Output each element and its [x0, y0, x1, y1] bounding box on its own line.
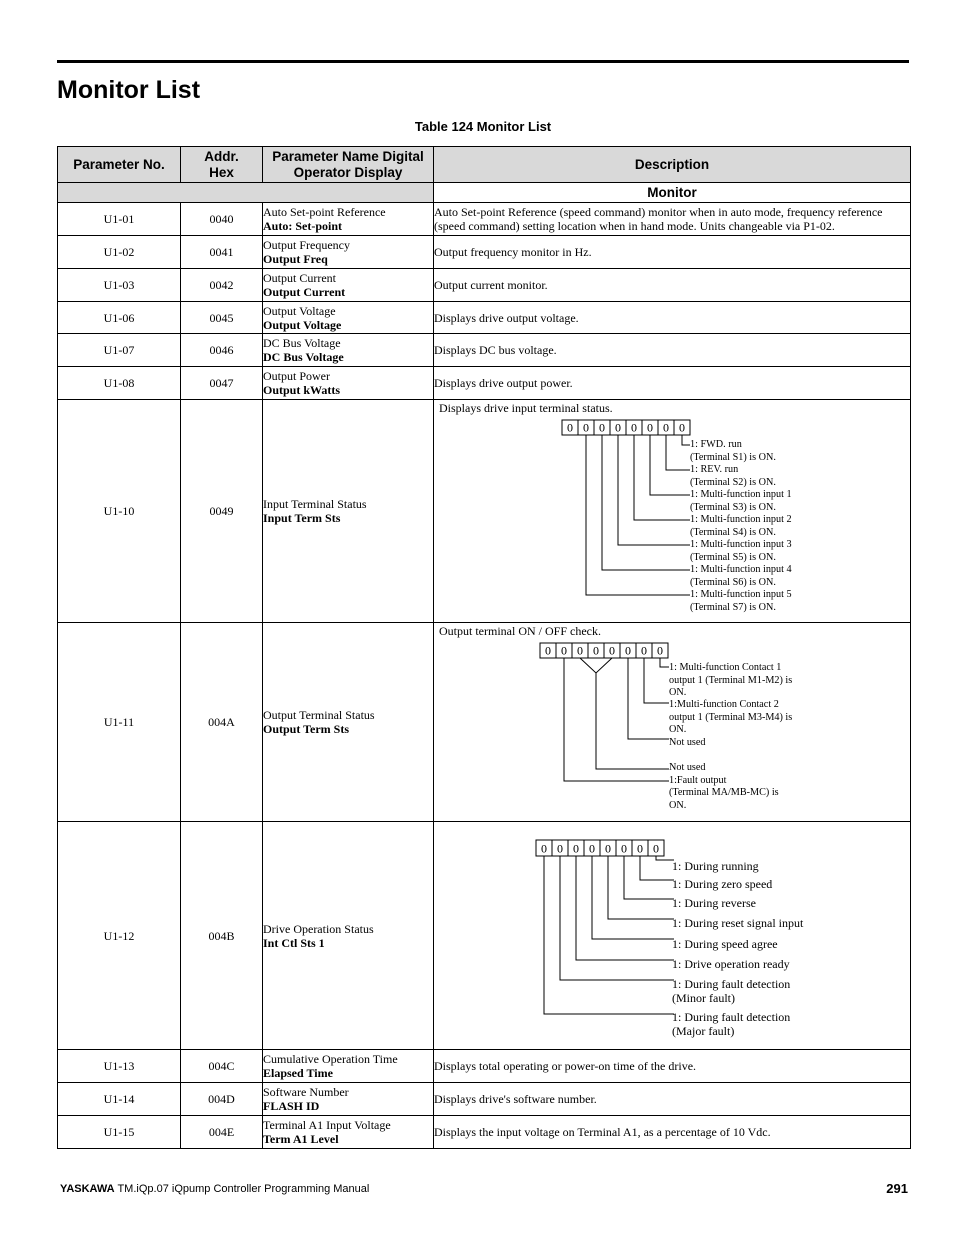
bit-value: 0 [615, 420, 621, 435]
operator-display: DC Bus Voltage [263, 350, 344, 364]
table-row [58, 1083, 911, 1116]
page-number: 291 [886, 1181, 908, 1196]
param-cell: U1-01 [58, 203, 181, 236]
bit-value: 0 [657, 643, 663, 658]
table-row [58, 1050, 911, 1083]
bit-label: (Major fault) [672, 1024, 735, 1038]
operator-display: Output Voltage [263, 317, 342, 332]
diagram-intro: Output terminal ON / OFF check. [439, 624, 601, 638]
table-row [58, 822, 911, 1050]
bit-label: ON. [669, 724, 687, 735]
operator-display: Output Term Sts [263, 722, 350, 736]
param-name: Drive Operation Status [263, 921, 374, 936]
bit-label: 1: Multi-function input 4 [690, 564, 792, 575]
param-cell: U1-15 [58, 1116, 181, 1149]
bit-value: 0 [641, 643, 647, 658]
input-terminal-diagram [434, 400, 910, 622]
param-name: Output Frequency [263, 238, 350, 252]
operator-display: Elapsed Time [263, 1066, 333, 1080]
bit-label: Not used [669, 736, 706, 748]
param-name: Software Number [263, 1085, 349, 1099]
description-cell: Displays the input voltage on Terminal A1, as a percentage of 10 Vdc. [434, 1116, 911, 1149]
operator-display: Int Ctl Sts 1 [263, 935, 325, 950]
operator-display: Output Current [263, 285, 346, 299]
bit-value: 0 [545, 643, 551, 658]
name-cell [263, 269, 434, 302]
bit-label: (Terminal S3) is ON. [690, 501, 776, 513]
addr-cell: 0040 [181, 203, 263, 236]
description-cell [434, 623, 911, 822]
description-cell [434, 822, 911, 1050]
bit-value: 0 [625, 643, 631, 658]
leader-line [682, 435, 690, 445]
bit-label: 1: During fault detection [672, 977, 791, 991]
operator-display: Output kWatts [263, 383, 341, 397]
leader-line [608, 856, 674, 919]
param-cell: U1-07 [58, 334, 181, 367]
bit-value: 0 [621, 841, 627, 856]
leader-line [650, 435, 690, 495]
description-cell: Displays DC bus voltage. [434, 334, 911, 367]
param-name: Input Terminal Status [263, 497, 367, 511]
leader-line [666, 435, 690, 470]
description-cell: Displays drive output voltage. [434, 302, 911, 334]
description-cell: Output current monitor. [434, 269, 911, 302]
bit-value: 0 [631, 420, 637, 435]
addr-cell: 004C [181, 1050, 263, 1083]
bit-label: 1: During reset signal input [672, 916, 804, 930]
name-cell [263, 822, 434, 1050]
operator-display: Auto: Set-point [263, 219, 343, 233]
drive-status-diagram [434, 822, 910, 1049]
bit-label: 1:Fault output [669, 774, 727, 786]
operator-display: Term A1 Level [263, 1132, 339, 1146]
footer-manual-title [60, 1183, 369, 1195]
name-cell [263, 334, 434, 367]
operator-display: FLASH ID [263, 1099, 320, 1113]
section-blank [58, 183, 434, 203]
bit-label: 1: REV. run [690, 464, 739, 475]
addr-cell: 0046 [181, 334, 263, 367]
section-row [58, 183, 911, 203]
operator-display: Output Freq [263, 252, 328, 266]
bit-label: 1: FWD. run [690, 439, 742, 450]
table-caption: Table 124 Monitor List [414, 119, 552, 134]
description-cell: Displays drive output power. [434, 367, 911, 400]
bit-value: 0 [561, 643, 567, 658]
leader-line [576, 856, 674, 960]
bit-label: 1: Multi-function input 2 [690, 514, 792, 525]
leader-line [618, 435, 690, 545]
leader-line [660, 658, 669, 667]
bit-label: 1: Multi-function input 1 [690, 489, 792, 500]
param-name: DC Bus Voltage [263, 336, 341, 350]
name-cell [263, 400, 434, 623]
bit-label: 1: During speed agree [672, 937, 778, 951]
param-cell: U1-08 [58, 367, 181, 400]
table-row [58, 236, 911, 269]
param-cell: U1-11 [58, 623, 181, 822]
bit-value: 0 [557, 841, 563, 856]
operator-display: Input Term Sts [263, 511, 341, 525]
bit-label: 1: During zero speed [672, 877, 773, 891]
bit-value: 0 [583, 420, 589, 435]
name-cell [263, 236, 434, 269]
name-cell [263, 1050, 434, 1083]
param-cell: U1-03 [58, 269, 181, 302]
description-cell [434, 400, 911, 623]
name-cell [263, 623, 434, 822]
table-row [58, 302, 911, 334]
bit-value: 0 [605, 841, 611, 856]
param-name: Cumulative Operation Time [263, 1052, 398, 1066]
bit-value: 0 [647, 420, 653, 435]
table-row [58, 203, 911, 236]
param-name: Output Power [263, 369, 330, 383]
param-cell: U1-02 [58, 236, 181, 269]
bit-label: 1: Multi-function input 5 [690, 589, 792, 600]
output-terminal-diagram [434, 623, 910, 821]
leader-line [560, 856, 674, 980]
bit-label: 1: Drive operation ready [672, 957, 790, 971]
leader-line [592, 856, 674, 939]
bit-label: (Terminal S5) is ON. [690, 551, 776, 563]
addr-cell: 0041 [181, 236, 263, 269]
leader-line [580, 658, 612, 673]
bit-label: 1:Multi-function Contact 2 [669, 699, 779, 710]
footer-text: TM.iQp.07 iQpump Controller Programming Manual [114, 1183, 370, 1195]
addr-cell: 0045 [181, 302, 263, 334]
bit-value: 0 [577, 643, 583, 658]
leader-line [644, 658, 669, 703]
leader-line [596, 673, 669, 769]
bit-value: 0 [593, 643, 599, 658]
description-cell: Displays total operating or power-on time of the drive. [434, 1050, 911, 1083]
header-description: Description [434, 147, 911, 183]
bit-label: (Terminal S7) is ON. [690, 601, 776, 613]
table-row [58, 623, 911, 822]
param-cell: U1-14 [58, 1083, 181, 1116]
bit-value: 0 [599, 420, 605, 435]
bit-value: 0 [609, 643, 615, 658]
bit-label: (Terminal S2) is ON. [690, 476, 776, 488]
header-addr: Addr. Hex [181, 147, 263, 183]
param-name: Output Current [263, 271, 336, 285]
name-cell [263, 1116, 434, 1149]
header-param-no: Parameter No. [58, 147, 181, 183]
bit-value: 0 [653, 841, 659, 856]
addr-cell: 004B [181, 822, 263, 1050]
table-row [58, 269, 911, 302]
description-cell: Displays drive's software number. [434, 1083, 911, 1116]
bit-label: ON. [669, 799, 687, 811]
bit-label: (Terminal S1) is ON. [690, 451, 776, 463]
bit-label: 1: Multi-function input 3 [690, 539, 792, 550]
param-name: Output Voltage [263, 303, 336, 318]
table-row [58, 400, 911, 623]
diagram-intro: Displays drive input terminal status. [439, 401, 613, 415]
bit-label: ON. [669, 687, 687, 698]
name-cell [263, 203, 434, 236]
param-cell: U1-06 [58, 302, 181, 334]
leader-line [602, 435, 690, 570]
bit-value: 0 [541, 841, 547, 856]
table-row [58, 1116, 911, 1149]
addr-cell: 0047 [181, 367, 263, 400]
addr-cell: 004E [181, 1116, 263, 1149]
description-cell: Output frequency monitor in Hz. [434, 236, 911, 269]
bit-label: (Terminal MA/MB-MC) is [669, 787, 779, 798]
addr-cell: 0049 [181, 400, 263, 623]
bit-value: 0 [567, 420, 573, 435]
bit-label: (Minor fault) [672, 991, 735, 1005]
top-rule [57, 60, 909, 63]
bit-label: 1: During reverse [672, 896, 756, 910]
bit-value: 0 [679, 420, 685, 435]
bit-value: 0 [637, 841, 643, 856]
table-header-row [58, 147, 911, 183]
param-name: Terminal A1 Input Voltage [263, 1118, 391, 1132]
bit-label: (Terminal S6) is ON. [690, 576, 776, 588]
footer-brand: YASKAWA [60, 1183, 115, 1195]
table-row [58, 334, 911, 367]
bit-label: output 1 (Terminal M3-M4) is [669, 711, 793, 723]
param-name: Auto Set-point Reference [263, 205, 386, 219]
bit-label: 1: Multi-function Contact 1 [669, 662, 782, 673]
bit-label: 1: During running [672, 859, 759, 873]
param-cell: U1-13 [58, 1050, 181, 1083]
input-terminal-bit-diagram [434, 400, 910, 622]
leader-line [634, 435, 690, 520]
param-name: Output Terminal Status [263, 708, 375, 722]
table-row [58, 367, 911, 400]
bit-value: 0 [589, 841, 595, 856]
name-cell [263, 1083, 434, 1116]
param-cell: U1-12 [58, 822, 181, 1050]
bit-label: 1: During fault detection [672, 1010, 791, 1024]
bit-label: output 1 (Terminal M1-M2) is [669, 674, 793, 686]
name-cell [263, 302, 434, 334]
leader-line [624, 856, 674, 899]
param-cell: U1-10 [58, 400, 181, 623]
name-cell [263, 367, 434, 400]
bit-label: (Terminal S4) is ON. [690, 526, 776, 538]
leader-line [564, 658, 669, 781]
leader-line [628, 658, 669, 739]
page-title: Monitor List [57, 76, 201, 104]
addr-cell: 004A [181, 623, 263, 822]
monitor-table [57, 146, 911, 1149]
header-name: Parameter Name Digital Operator Display [263, 147, 434, 183]
bit-value: 0 [663, 420, 669, 435]
description-cell: Auto Set-point Reference (speed command) monitor when in auto mode, frequency reference (speed command) setting location when in hand mode. Units changeable via P1-02. [434, 203, 911, 236]
bit-label: Not used [669, 762, 706, 773]
section-monitor: Monitor [434, 183, 911, 203]
addr-cell: 0042 [181, 269, 263, 302]
bit-value: 0 [573, 841, 579, 856]
addr-cell: 004D [181, 1083, 263, 1116]
